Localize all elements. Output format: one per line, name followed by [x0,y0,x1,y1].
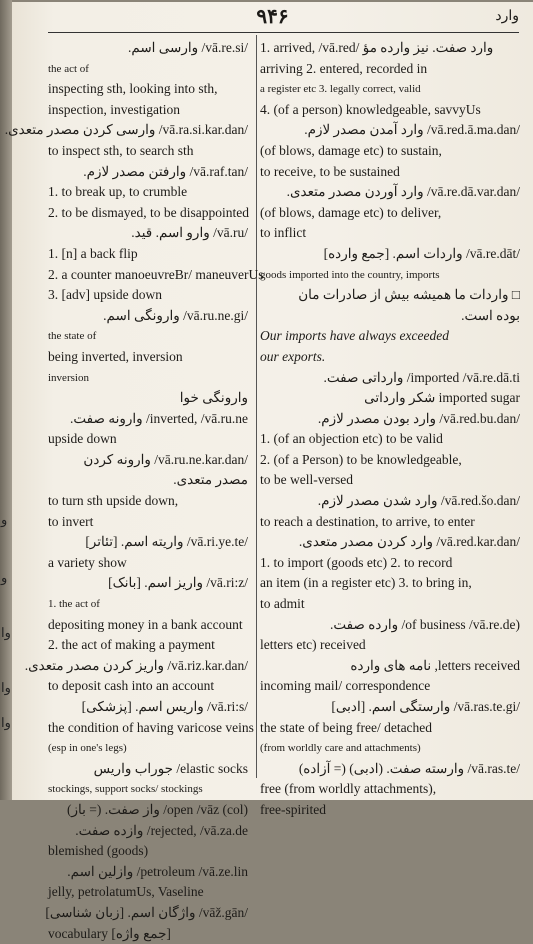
entry-line: to receive, to be sustained [260,163,400,179]
entry-line: /vā.ras.te/ وارسته صفت. (ادبی) (= آزاده) [298,760,520,776]
entry-line: /vā.re.dā.var.dan/ وارد آوردن مصدر متعدی. [286,184,520,200]
dictionary-page [4,2,533,941]
entry-line: the act of [48,62,89,75]
entry-line: (of business /vā.re.de/ وارده صفت. [329,616,520,632]
entry-line: (from worldly care and attachments) [260,742,421,755]
entry-line: 1. the act of [48,598,100,611]
entry-line: 1. arrived, /vā.red/ وارد صفت. نیز وارده مؤ [260,40,494,55]
entry-line: inverted, /vā.ru.ne/ وارونه صفت. [70,410,248,426]
entry-line: to inspect sth, to search sth [48,142,194,158]
entry-line: 1. to import (goods etc) 2. to record [260,554,453,570]
entry-line: (col) open /vāz/ واز صفت. (= باز) [67,801,248,817]
entry-line: /vā.ri:s/ واریس اسم. [پزشکی] [81,699,248,714]
entry-line: Our imports have always exceeded [260,328,449,344]
entry-line: goods imported into the country, imports [260,268,440,281]
entry-line: 2. a counter manoeuvreBr/ maneuverUs [48,266,264,282]
margin-glyph: وا [1,625,11,640]
entry-line: (esp in one's legs) [48,742,127,755]
entry-line: to deposit cash into an account [48,678,215,694]
entry-line: 1. [n] a back flip [48,245,138,261]
entry-line: rejected, /vā.za.de/ وازده صفت. [75,822,248,838]
entry-line: a variety show [48,554,127,570]
entry-line: inspecting sth, looking into sth, [48,81,218,97]
entry-line: being inverted, inversion [48,348,183,364]
entry-line: (of blows, damage etc) to sustain, [260,142,442,158]
entry-line: imported /vā.re.dā.ti/ وارداتی صفت. [323,369,520,385]
entry-line: 4. (of a person) knowledgeable, savvyUs [260,101,481,117]
entry-line: letters received, نامه های وارده [350,657,520,673]
entry-line: letters etc) received [260,637,366,653]
margin-glyph: وا [1,680,11,695]
entry-line: /vā.ru.ne.kar.dan/ وارونه کردن [83,451,248,467]
entry-line: incoming mail/ correspondence [260,678,431,694]
entry-line: 3. [adv] upside down [48,287,162,303]
entry-line: /vā.red.ā.ma.dan/ وارد آمدن مصدر لازم. [304,122,520,138]
entry-line: وارونگی خوا [179,390,248,406]
entry-line: an item (in a register etc) 3. to bring in, [260,575,472,591]
margin-glyph: و [1,570,8,585]
entry-line: /vā.re.si/ وارسی اسم. [127,40,248,55]
entry-line: to reach a destination, to arrive, to enter [260,513,475,529]
entry-line: to invert [48,513,94,529]
entry-line: /vā.ra.si.kar.dan/ وارسی کردن مصدر متعدی. [4,122,248,138]
entry-line: /vā.ri.ye.te/ واریته اسم. [تئاتر] [85,534,248,550]
entry-line: vocabulary [جمع واژه] [48,925,171,941]
entry-line: /vā.ru.ne.gi/ وارونگی اسم. [103,307,248,323]
entry-line: elastic socks/ جوراب واریس [93,760,248,776]
entry-line: 2. to be dismayed, to be disappointed [48,204,249,220]
header-rule [48,32,519,33]
entry-line: a register etc 3. legally correct, valid [260,83,421,96]
entry-line: to admit [260,596,305,612]
entry-line: inspection, investigation [48,101,180,117]
entry-line: free (from worldly attachments), [260,781,437,797]
entry-line: depositing money in a bank account [48,616,243,632]
entry-line: /vā.raf.tan/ وارفتن مصدر لازم. [83,163,248,179]
entry-line: upside down [48,431,117,447]
entry-line: arriving 2. entered, recorded in [260,60,428,76]
margin-glyph: وا [1,715,11,730]
page-number: ۹۴۶ [256,6,289,28]
entry-line: inversion [48,371,89,384]
entry-line: /vā.re.dāt/ واردات اسم. [جمع وارده] [323,245,520,261]
entry-line: /vā.ru/ وارو اسم. قید. [131,225,248,241]
entry-line: our exports. [260,348,326,364]
entry-line: /vā.ri:z/ واریز اسم. [بانک] [108,575,248,591]
entry-line: imported sugar شکر وارداتی [364,390,520,406]
entry-line: 2. (of a Person) to be knowledgeable, [260,451,462,467]
entry-line: to be well-versed [260,472,353,488]
entry-line: petroleum /vā.ze.lin/ وازلین اسم. [67,863,248,879]
entry-line: jelly, petrolatumUs, Vaseline [48,884,204,900]
entry-line: to inflict [260,225,307,241]
entry-line: 1. (of an objection etc) to be valid [260,431,443,447]
entry-line: 1. to break up, to crumble [48,184,188,200]
entry-line: /vā.riz.kar.dan/ واریز کردن مصدر متعدی. [24,657,248,673]
entry-line: the state of being free/ detached [260,719,433,735]
entry-line: □ واردات ما همیشه بیش از صادرات مان [298,287,520,303]
margin-glyph: و [1,512,8,527]
entry-line: (of blows, damage etc) to deliver, [260,204,442,220]
entry-line: /vā.ras.te.gi/ وارستگی اسم. [ادبی] [331,699,520,714]
entry-line: stockings, support socks/ stockings [48,783,203,796]
entry-line: /vāž.gān/ واژگان اسم. [زبان شناسی] [45,904,248,920]
entry-line: 2. the act of making a payment [48,637,215,653]
entry-line: /vā.red.kar.dan/ وارد کردن مصدر متعدی. [298,534,520,550]
column-divider [256,35,257,778]
entry-line: /vā.red.bu.dan/ وارد بودن مصدر لازم. [317,410,520,426]
entry-line: free-spirited [260,801,326,817]
entry-line: /vā.red.šo.dan/ وارد شدن مصدر لازم. [317,493,520,509]
entry-line: مصدر متعدی. [173,472,248,488]
running-head: وارد [495,9,519,24]
entry-line: to turn sth upside down, [48,493,179,509]
left-column [4,38,264,944]
right-column [260,38,520,821]
entry-line: the state of [48,330,97,343]
entry-line: blemished (goods) [48,843,149,859]
entry-line: the condition of having varicose veins [48,719,254,735]
entry-line: بوده است. [461,307,520,323]
